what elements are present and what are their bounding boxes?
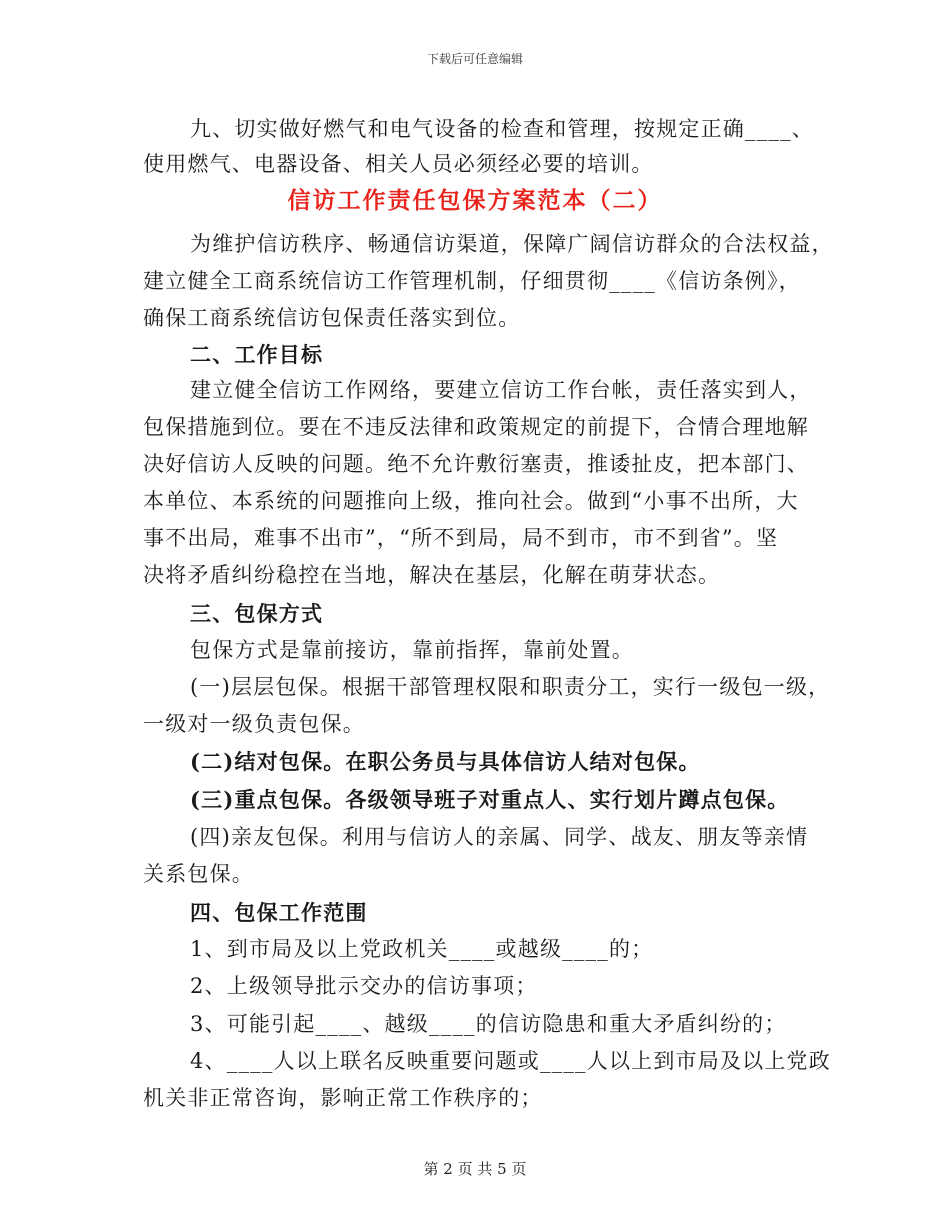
intro-line2: 建立健全工商系统信访工作管理机制，仔细贯彻____《信访条例》， [143, 269, 801, 293]
goals-line5: 事不出局，难事不出市”，“所不到局，局不到市，市不到省”。坚 [143, 526, 779, 550]
methods-item4-line1: (四)亲友包保。利用与信访人的亲属、同学、战友、朋友等亲情 [190, 825, 809, 849]
scope-item2: 2、上级领导批示交办的信访事项； [190, 974, 538, 998]
goals-line6: 决将矛盾纠纷稳控在当地，解决在基层，化解在萌芽状态。 [143, 563, 721, 587]
goals-line1: 建立健全信访工作网络，要建立信访工作台帐，责任落实到人， [190, 378, 812, 402]
page-number: 第 2 页 共 5 页 [423, 1160, 527, 1178]
scope-item4-line1: 4、____人以上联名反映重要问题或____人以上到市局及以上党政 [190, 1049, 831, 1073]
methods-item2: (二)结对包保。在职公务员与具体信访人结对包保。 [190, 749, 701, 774]
methods-item4-line2: 关系包保。 [143, 862, 254, 886]
goals-heading: 二、工作目标 [190, 342, 324, 367]
scope-item1: 1、到市局及以上党政机关____或越级____的； [190, 937, 654, 961]
section9-line1: 九、切实做好燃气和电气设备的检查和管理，按规定正确____、 [190, 117, 814, 141]
scope-item4-line2: 机关非正常咨询，影响正常工作秩序的； [143, 1086, 543, 1110]
goals-line2: 包保措施到位。要在不违反法律和政策规定的前提下，合情合理地解 [143, 415, 809, 439]
methods-item1-line1: (一)层层包保。根据干部管理权限和职责分工，实行一级包一级， [190, 675, 831, 699]
goals-line3: 决好信访人反映的问题。绝不允许敷衍塞责，推诿扯皮，把本部门、 [143, 452, 809, 476]
goals-line4: 本单位、本系统的问题推向上级，推向社会。做到“小事不出所，大 [143, 489, 799, 513]
section9-line2: 使用燃气、电器设备、相关人员必须经必要的培训。 [143, 152, 654, 176]
intro-line1: 为维护信访秩序、畅通信访渠道，保障广阔信访群众的合法权益， [190, 232, 834, 256]
page-header-note: 下载后可任意编辑 [426, 52, 523, 66]
document-title: 信访工作责任包保方案范本（二） [287, 187, 663, 214]
methods-item1-line2: 一级对一级负责包保。 [143, 712, 365, 736]
scope-heading: 四、包保工作范围 [190, 900, 368, 925]
methods-heading: 三、包保方式 [190, 601, 324, 626]
methods-item3: (三)重点包保。各级领导班子对重点人、实行划片蹲点包保。 [190, 787, 790, 812]
methods-line1: 包保方式是靠前接访，靠前指挥，靠前处置。 [190, 638, 634, 662]
scope-item3: 3、可能引起____、越级____的信访隐患和重大矛盾纠纷的； [190, 1012, 787, 1036]
intro-line3: 确保工商系统信访包保责任落实到位。 [143, 306, 521, 330]
